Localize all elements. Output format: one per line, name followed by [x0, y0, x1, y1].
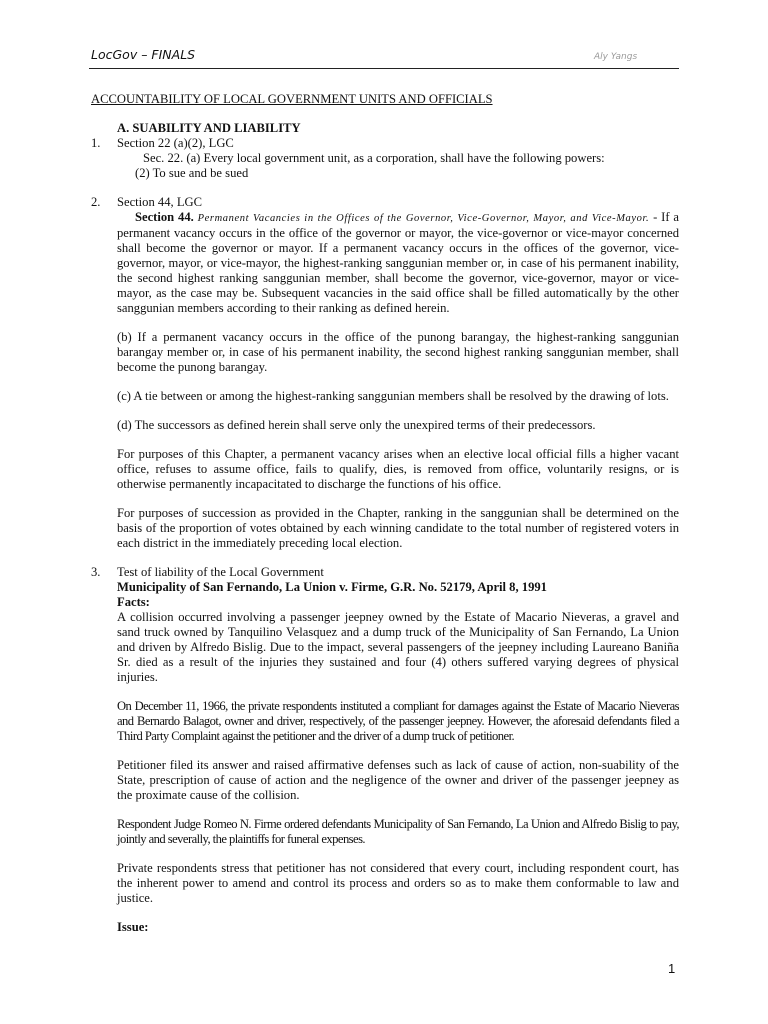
section-44-label: Section 44.	[135, 210, 194, 224]
facts-paragraph-5: Private respondents stress that petitioner has not considered that every court, including respondent court, has the inherent power to amend and control its process and orders so as to make them conformable to law and justice.	[117, 861, 679, 905]
list-item-3	[91, 565, 679, 935]
section-22-text: Sec. 22. (a) Every local government unit, as a corporation, shall have the following powers:	[143, 151, 605, 165]
list-number: 1.	[91, 136, 101, 150]
section-44-paragraph	[117, 210, 679, 316]
facts-paragraph-3: Petitioner filed its answer and raised affirmative defenses such as lack of cause of action, non-suability of the State, prescription of cause of action and the negligence of the owner and driver of the passenger jeepney as the proximate cause of the collision.	[117, 758, 679, 802]
header-author: Aly Yangs	[594, 52, 638, 62]
paragraph-vacancy-definition: For purposes of this Chapter, a permanent vacancy arises when an elective local official fills a higher vacant office, refuses to assume office, fails to qualify, dies, is removed from office, voluntarily resigns, or is otherwise permanently incapacitated to discharge the functions of his office.	[117, 447, 679, 491]
facts-label: Facts:	[117, 595, 150, 609]
section-heading-a: A. SUABILITY AND LIABILITY	[117, 121, 301, 135]
document-title: ACCOUNTABILITY OF LOCAL GOVERNMENT UNITS AND OFFICIALS	[91, 92, 493, 106]
facts-paragraph-1: A collision occurred involving a passenger jeepney owned by the Estate of Macario Nieveras, a gravel and sand truck owned by Tanquilino Velasquez and a dump truck of the Municipality of San Fernando, La Union and driven by Alfredo Bislig. Due to the impact, several passengers of the jeepney including Laureano Baniña Sr. died as a result of the injuries they sustained and four (4) others suffered varying degrees of physical injuries.	[117, 610, 679, 684]
list-item-title: Section 44, LGC	[117, 195, 203, 209]
list-number: 2.	[91, 195, 101, 209]
facts-paragraph-2: On December 11, 1966, the private respondents instituted a compliant for damages against the Estate of Macario Nieveras and Bernardo Balagot, owner and driver, respectively, of the passenger jeepney. However, the aforesaid defendants filed a Third Party Complaint against the petitioner and the driver of a dump truck of petitioner.	[117, 699, 679, 743]
section-22-power: (2) To sue and be sued	[135, 166, 249, 180]
section-44-text: - If a permanent vacancy occurs in the office of the governor or mayor, the vice-governor or vice-mayor concerned shall become the governor or mayor. If a permanent vacancy occurs in the offices of the governor, vice-governor, mayor, or vice-mayor, the highest-ranking sanggunian member or, in case of his permanent inability, the second highest ranking sanggunian member, shall become the governor, vice-governor, mayor or vice-mayor, as the case may be. Subsequent vacancies in the said office shall be filled automatically by the other sanggunian members according to their ranking as defined herein.	[117, 210, 679, 315]
document-body	[91, 92, 679, 935]
header-title: LocGov – FINALS	[91, 47, 196, 62]
section-44-heading: Permanent Vacancies in the Offices of the Governor, Vice-Governor, Mayor, and Vice-Mayor.	[197, 213, 650, 224]
list-item-title: Test of liability of the Local Government	[117, 565, 324, 579]
paragraph-c: (c) A tie between or among the highest-ranking sanggunian members shall be resolved by the drawing of lots.	[117, 389, 669, 403]
page-number: 1	[668, 961, 676, 976]
list-item-title: Section 22 (a)(2), LGC	[117, 136, 234, 150]
paragraph-b: (b) If a permanent vacancy occurs in the office of the punong barangay, the highest-ranking sanggunian barangay member or, in case of his permanent inability, the second highest ranking sanggunian member, shall become the punong barangay.	[117, 330, 679, 374]
list-item-2	[91, 195, 679, 551]
case-title: Municipality of San Fernando, La Union v. Firme, G.R. No. 52179, April 8, 1991	[117, 580, 547, 594]
paragraph-d: (d) The successors as defined herein shall serve only the unexpired terms of their predecessors.	[117, 418, 596, 432]
issue-label: Issue:	[117, 920, 149, 934]
list-number: 3.	[91, 565, 101, 579]
paragraph-succession-ranking: For purposes of succession as provided in the Chapter, ranking in the sanggunian shall be determined on the basis of the proportion of votes obtained by each winning candidate to the total number of registered voters in each district in the immediately preceding local election.	[117, 506, 679, 550]
header-divider	[89, 68, 679, 69]
facts-paragraph-4: Respondent Judge Romeo N. Firme ordered defendants Municipality of San Fernando, La Union and Alfredo Bislig to pay, jointly and severally, the plaintiffs for funeral expenses.	[117, 817, 679, 846]
list-item-1	[91, 136, 679, 181]
